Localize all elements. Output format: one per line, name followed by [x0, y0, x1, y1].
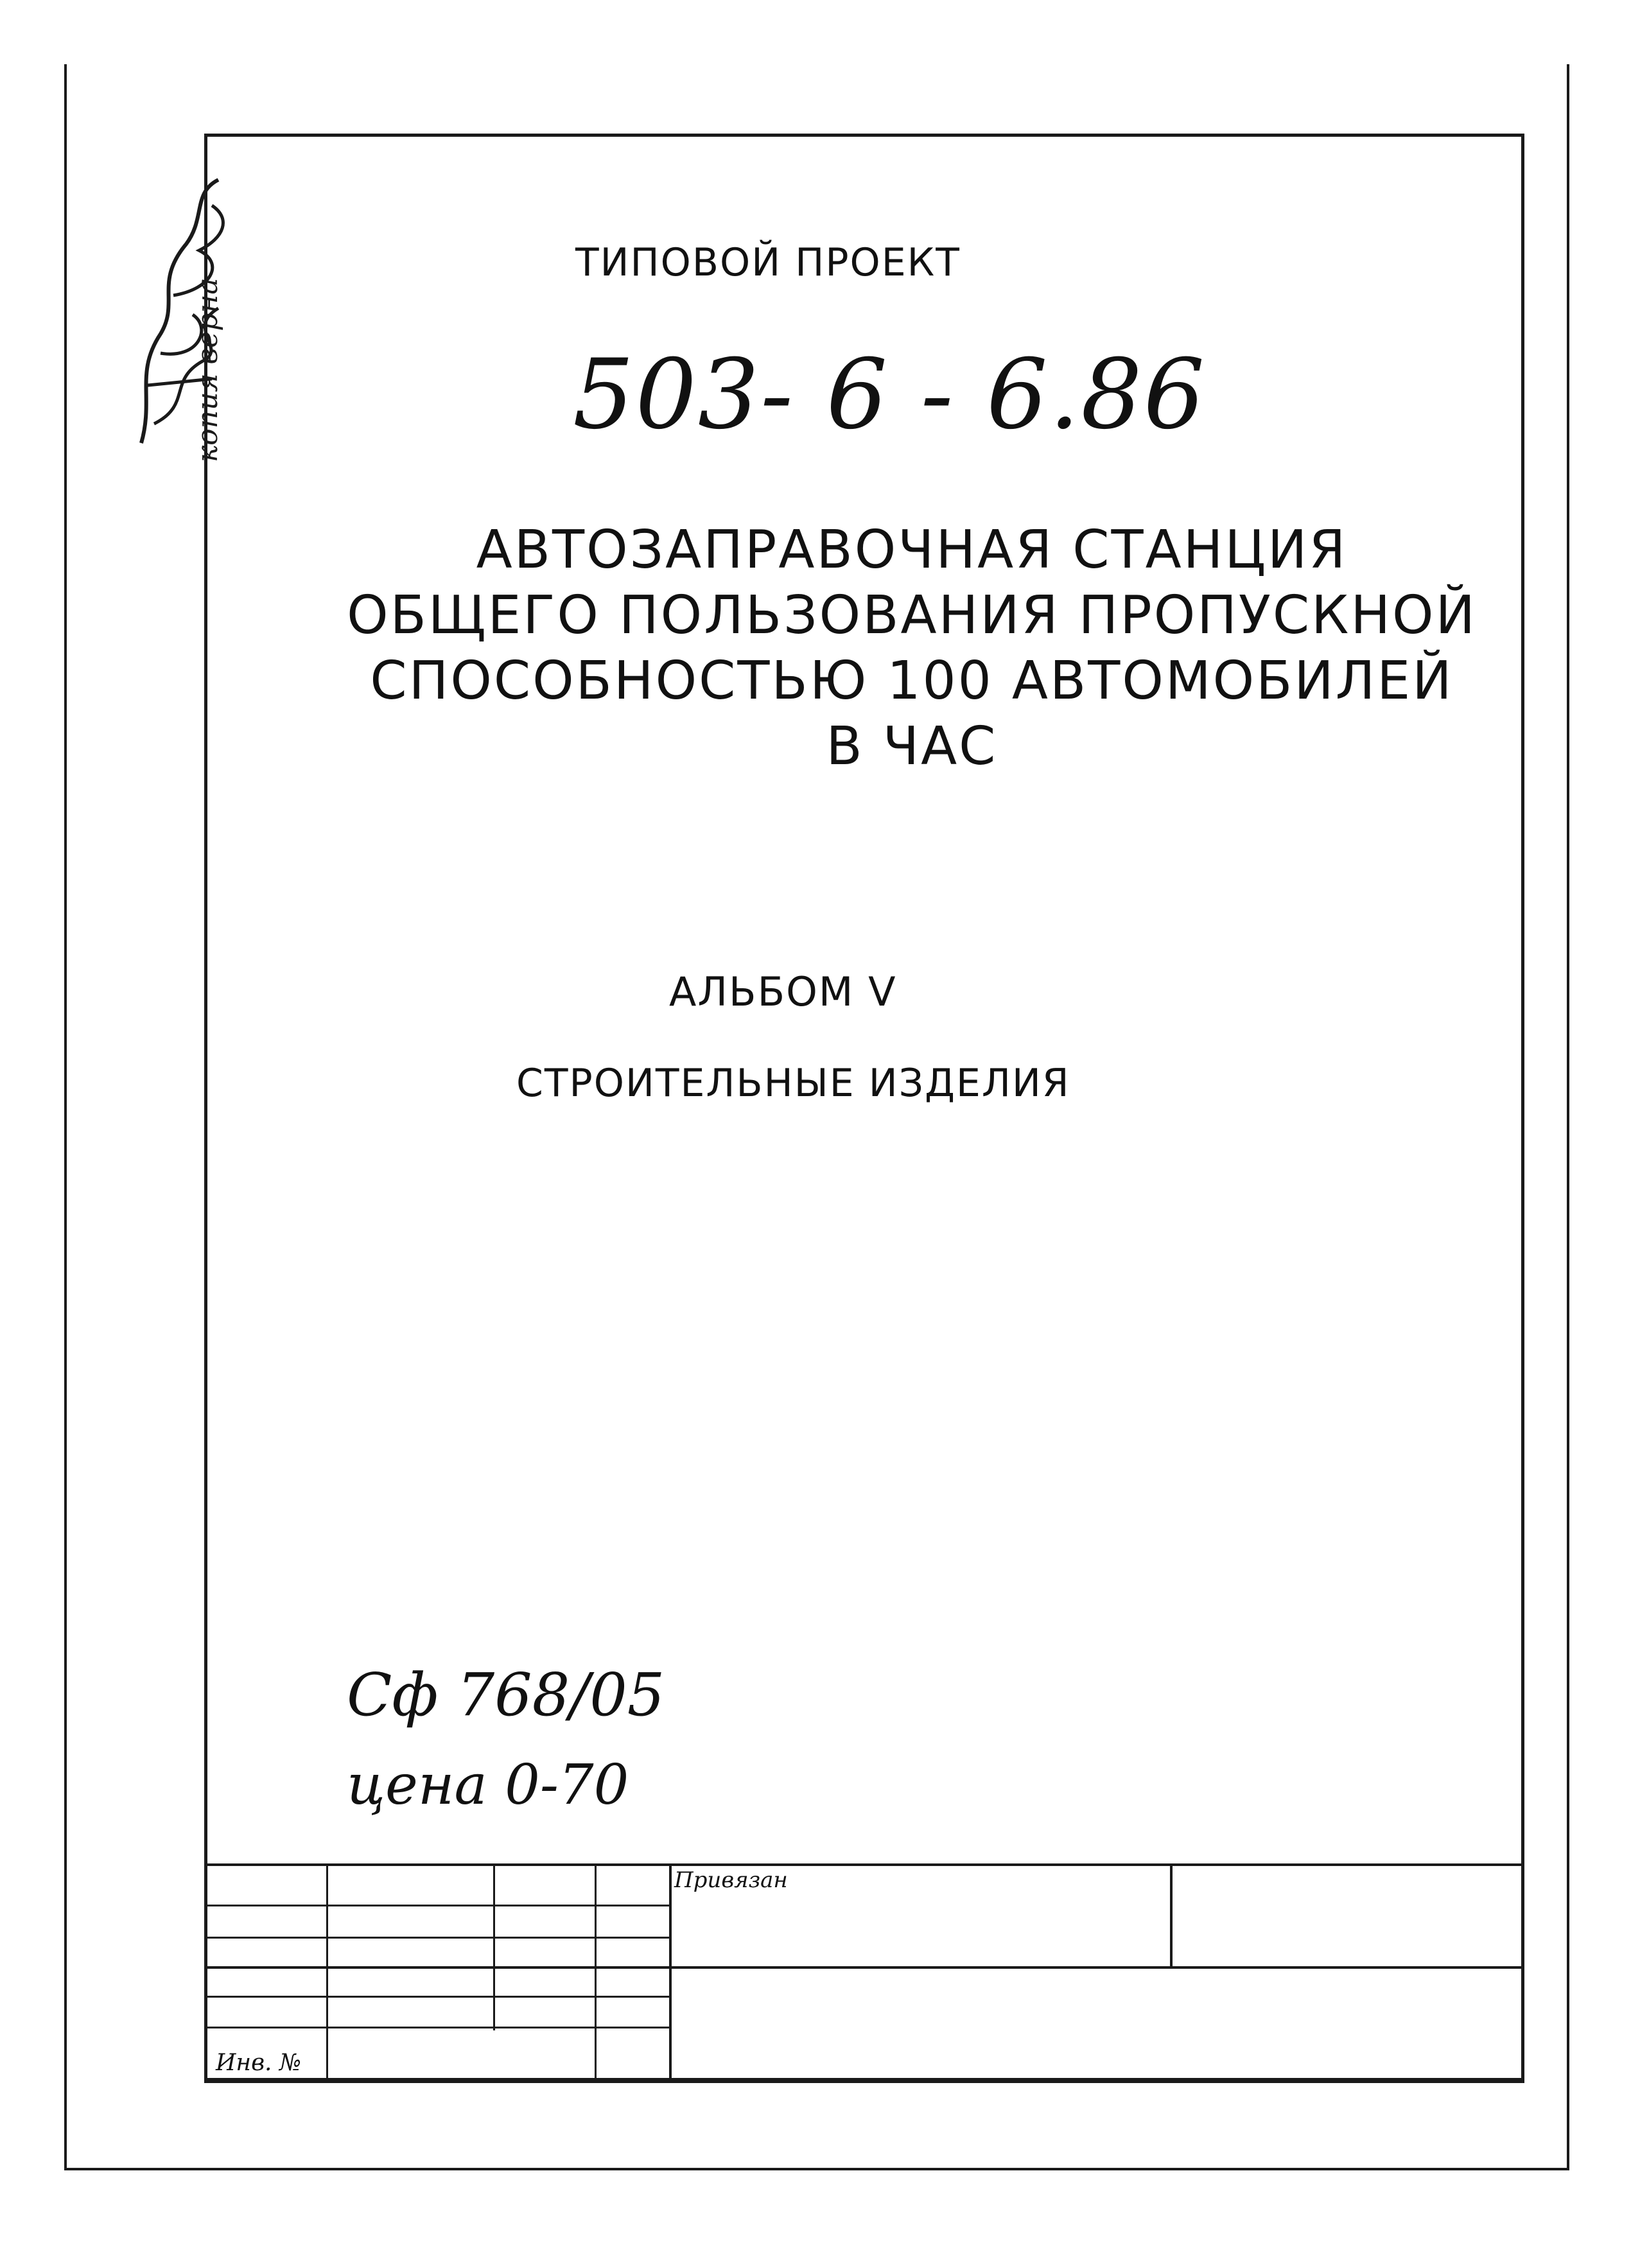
tb-rule	[669, 1863, 672, 2080]
tb-rule	[207, 2078, 1522, 2080]
album-number: АЛЬБОМ V	[669, 968, 897, 1015]
tb-rule	[207, 1996, 670, 1998]
handwritten-price: цена 0-70	[347, 1753, 629, 1817]
inventory-number-label: Инв. №	[216, 2050, 302, 2076]
document-number: 503- 6 - 6.86	[573, 339, 1207, 451]
binding-label: Привязан	[674, 1867, 788, 1893]
tb-rule	[207, 1966, 1522, 1969]
title-line-4: В ЧАС	[826, 716, 998, 777]
tb-rule	[1170, 1863, 1173, 1969]
tb-rule	[207, 1937, 670, 1939]
document-title	[308, 518, 1515, 780]
handwritten-code: Сф 768/05	[347, 1661, 665, 1729]
tb-rule	[493, 1863, 495, 2030]
copy-verified-note: копия верна	[191, 277, 224, 462]
title-line-2: ОБЩЕГО ПОЛЬЗОВАНИЯ ПРОПУСКНОЙ	[347, 585, 1477, 646]
signature-icon	[116, 167, 244, 462]
document-type: ТИПОВОЙ ПРОЕКТ	[575, 240, 961, 285]
tb-rule	[595, 1863, 597, 2080]
title-block-table	[207, 1863, 1522, 2080]
sheet-right-edge	[1567, 64, 1569, 2170]
tb-rule	[326, 1863, 328, 2080]
section-name: СТРОИТЕЛЬНЫЕ ИЗДЕЛИЯ	[516, 1061, 1070, 1106]
tb-rule	[207, 1905, 670, 1906]
title-line-1: АВТОЗАПРАВОЧНАЯ СТАНЦИЯ	[476, 519, 1348, 580]
title-line-3: СПОСОБНОСТЬЮ 100 АВТОМОБИЛЕЙ	[370, 650, 1454, 711]
sheet-left-edge	[64, 64, 67, 2170]
tb-rule	[207, 2027, 670, 2028]
tb-rule	[207, 1863, 1522, 1866]
sheet-bottom-edge	[64, 2168, 1569, 2170]
